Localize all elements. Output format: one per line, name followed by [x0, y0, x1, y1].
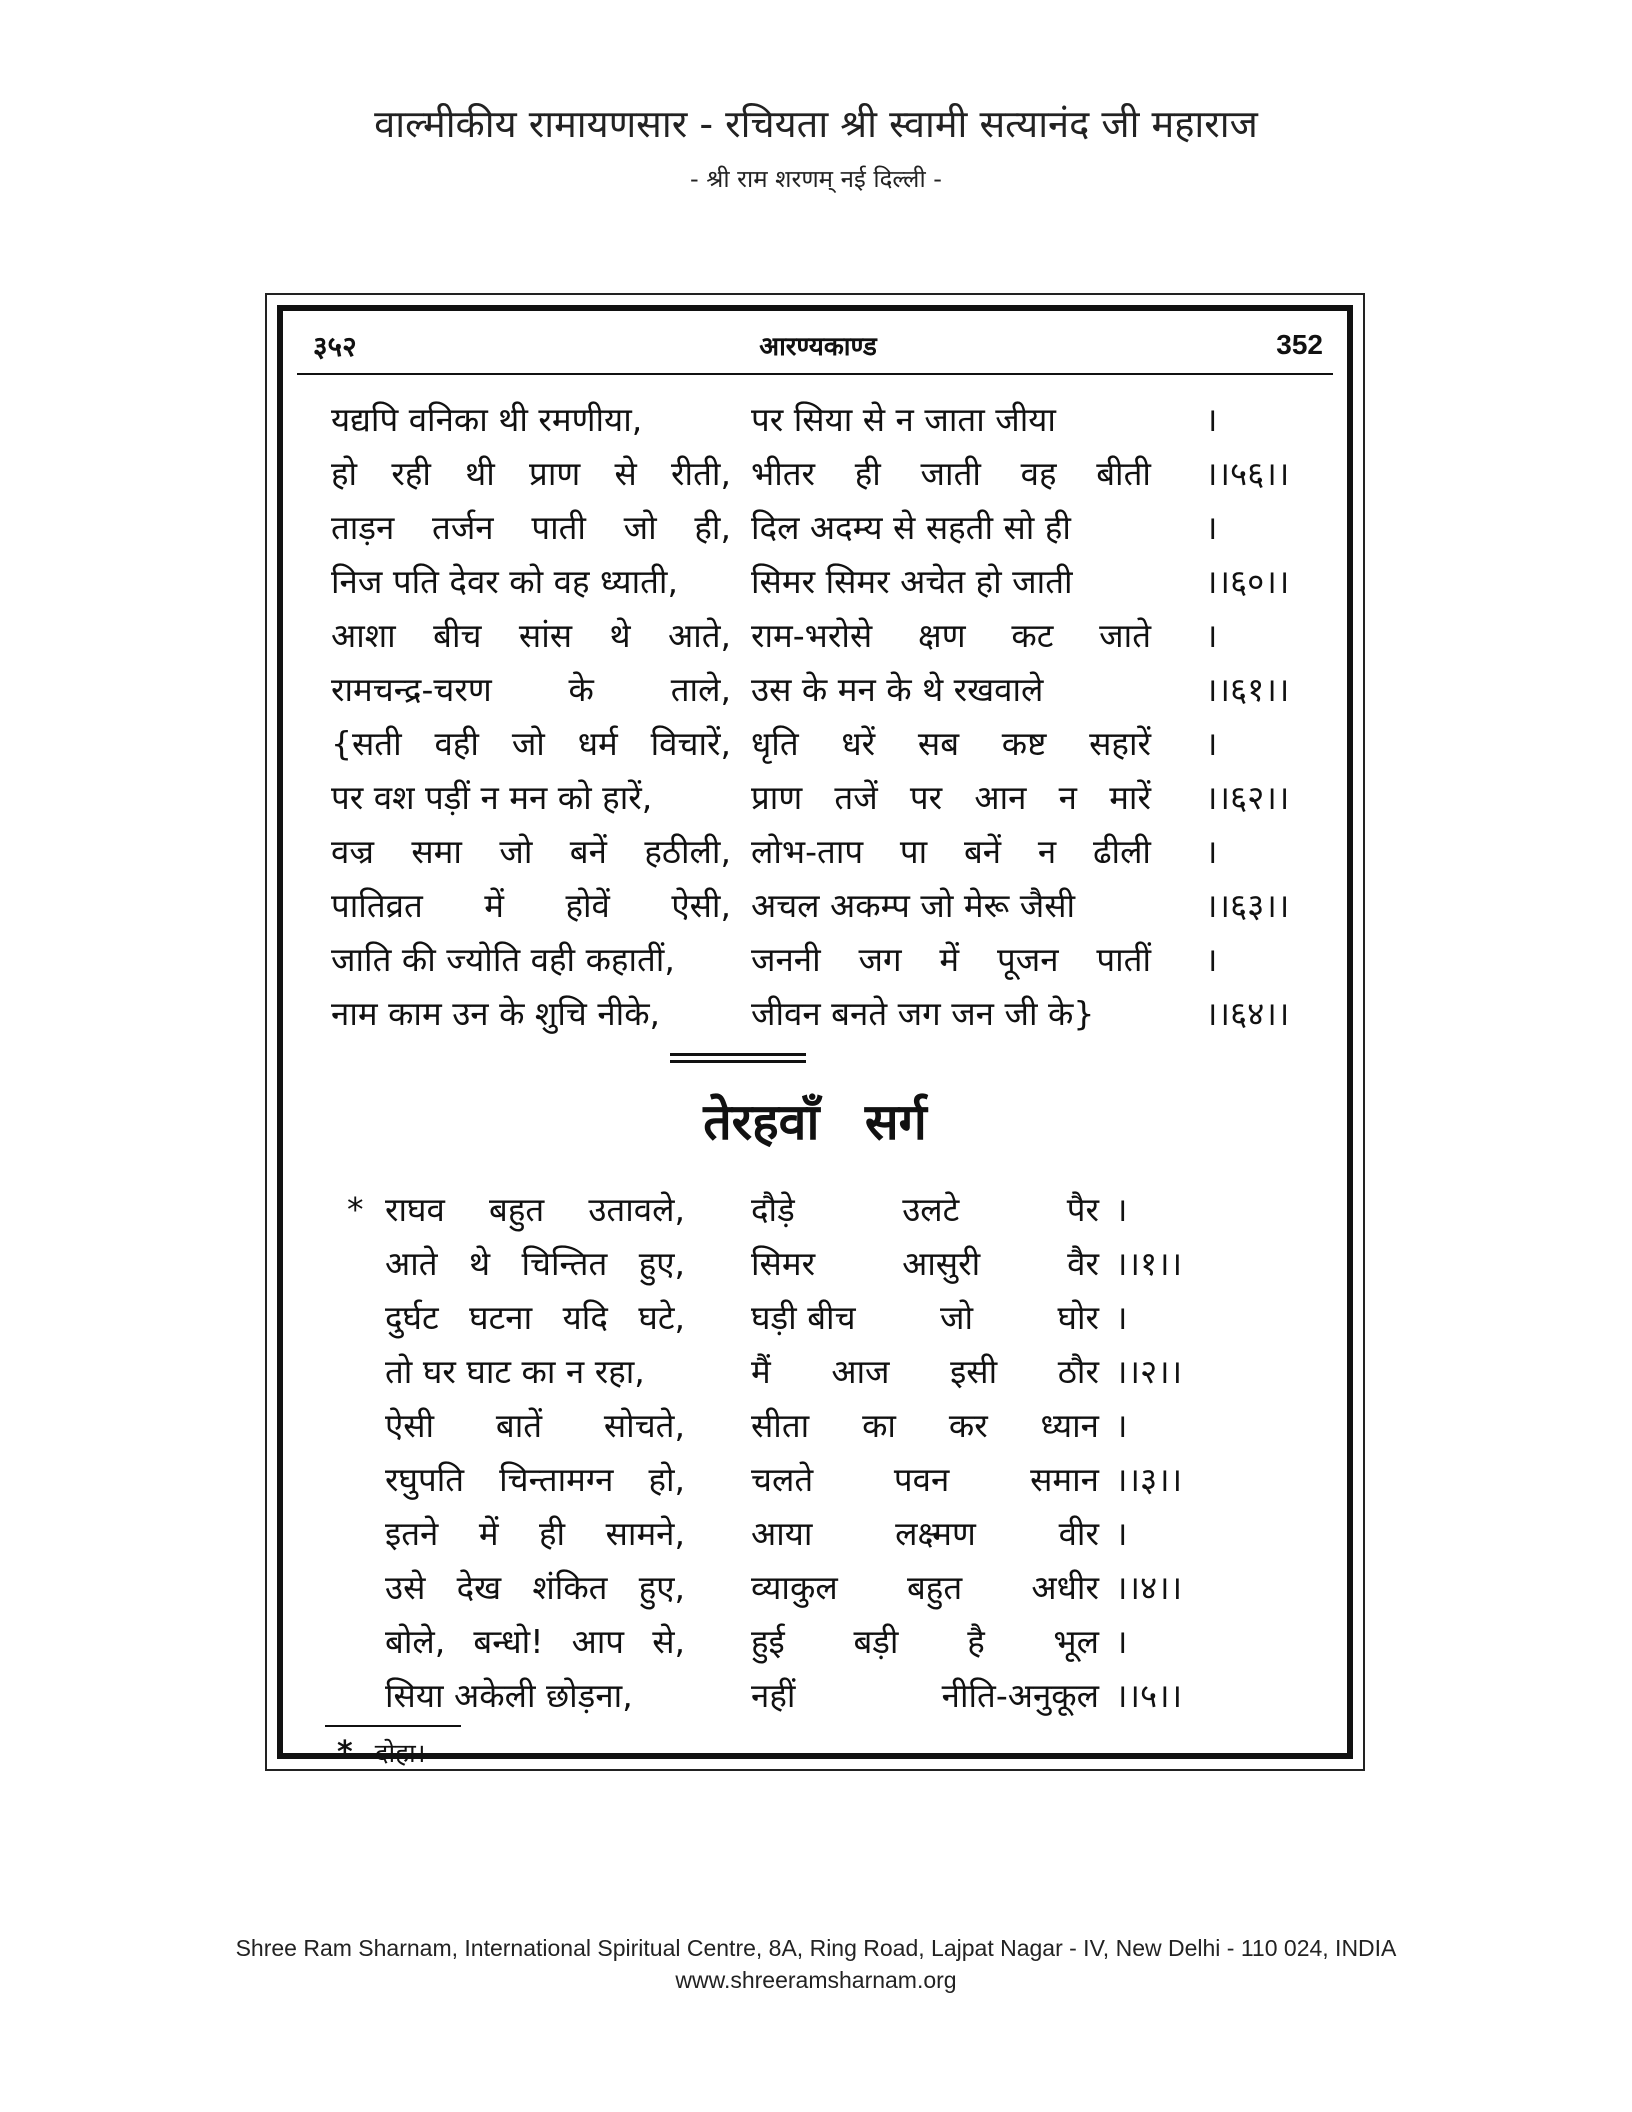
verse-word: प्राण — [529, 454, 581, 493]
verse-word: रघुपति — [385, 1460, 465, 1499]
verse-word: यदि — [562, 1298, 608, 1337]
doha-line — [283, 1507, 1347, 1561]
verse-word: हो — [331, 454, 358, 493]
verse-word: पर वश पड़ीं न मन को हारें, — [331, 778, 653, 817]
verse-word: पर सिया से न जाता जीया — [751, 400, 1056, 439]
verse-word: कट — [1011, 616, 1054, 655]
verse-marker: ।।६०।। — [1205, 562, 1290, 601]
verse-first-half — [385, 1669, 685, 1723]
footnote-star: * — [337, 1735, 353, 1770]
verse-word: ही, — [694, 508, 731, 547]
verse-word: जो — [499, 832, 533, 871]
page-number-devanagari: ३५२ — [313, 330, 357, 363]
verse-word: है — [967, 1622, 985, 1661]
verse-line — [283, 447, 1347, 501]
verse-first-half — [385, 1345, 685, 1399]
verse-word: ऐसी, — [671, 886, 731, 925]
verse-word: आसुरी — [902, 1244, 981, 1283]
verse-word: घटे, — [638, 1298, 685, 1337]
verse-word: ताले, — [670, 670, 731, 709]
verse-word: हुए, — [638, 1244, 685, 1283]
chapter-title: आरण्यकाण्ड — [759, 332, 877, 362]
verse-word: सिया अकेली छोड़ना, — [385, 1676, 633, 1715]
verse-word: हुई — [751, 1622, 785, 1661]
verse-second-half — [751, 1291, 1099, 1345]
verse-word: घोर — [1057, 1298, 1099, 1337]
verse-word: आप — [571, 1622, 625, 1661]
verse-word: आते, — [667, 616, 731, 655]
verse-word: वीर — [1058, 1514, 1099, 1553]
verse-word: आज — [831, 1352, 890, 1391]
verse-marker: ।।४।। — [1115, 1568, 1183, 1607]
verse-marker: । — [1115, 1298, 1128, 1337]
verse-word: न — [1058, 778, 1077, 817]
verse-word: वज्र — [331, 832, 374, 871]
verse-word: तर्जन — [432, 508, 494, 547]
verse-word: वह — [1020, 454, 1057, 493]
verse-word: हुए, — [638, 1568, 685, 1607]
verse-word: के — [568, 670, 594, 709]
verse-word: अधीर — [1031, 1568, 1099, 1607]
publisher-line: - श्री राम शरणम् नई दिल्ली - — [690, 165, 942, 193]
verse-word: व्याकुल — [751, 1568, 838, 1607]
verse-word: शंकित — [532, 1568, 608, 1607]
page-frame-inner — [277, 305, 1353, 1770]
footnote — [337, 1735, 426, 1772]
verse-second-half — [751, 1453, 1099, 1507]
verse-word: हठीली, — [644, 832, 731, 871]
verse-second-half — [751, 1669, 1099, 1723]
verse-marker: । — [1205, 616, 1218, 655]
verse-word: नीति-अनुकूल — [941, 1676, 1099, 1715]
verse-word: घटना — [469, 1298, 533, 1337]
verse-word: पवन — [893, 1460, 950, 1499]
verse-first-half — [331, 609, 731, 663]
verse-second-half — [751, 663, 1151, 717]
verse-word: मैं — [751, 1352, 771, 1391]
verse-word: क्षण — [918, 616, 966, 655]
verse-word: पातीं — [1096, 940, 1151, 979]
verse-second-half — [751, 1615, 1099, 1669]
verse-marker: । — [1205, 940, 1218, 979]
document-header — [0, 100, 1632, 196]
verse-word: कर — [948, 1406, 988, 1445]
verse-first-half — [385, 1507, 685, 1561]
verse-line — [283, 501, 1347, 555]
doha-line — [283, 1615, 1347, 1669]
verse-word: न — [1037, 832, 1057, 871]
verse-word: सांस — [518, 616, 573, 655]
verse-word: बीती — [1096, 454, 1151, 493]
verse-word: धर्म — [577, 724, 618, 763]
verse-word: ही — [854, 454, 881, 493]
verse-word: सिमर — [751, 1244, 816, 1283]
verse-word: पा — [899, 832, 928, 871]
verse-word: अचल अकम्प जो मेरू जैसी — [751, 886, 1076, 925]
verse-word: समा — [411, 832, 462, 871]
section-divider — [670, 1053, 806, 1063]
verse-word: सोचते, — [603, 1406, 685, 1445]
verse-line — [283, 393, 1347, 447]
verse-word: धरें — [841, 724, 876, 763]
verse-marker: । — [1115, 1622, 1128, 1661]
verse-second-half — [751, 771, 1151, 825]
verse-word: थी — [465, 454, 495, 493]
verse-first-half — [331, 717, 731, 771]
verse-word: चिन्तित — [521, 1244, 608, 1283]
footnote-text: दोहा। — [374, 1739, 426, 1769]
verse-line — [283, 933, 1347, 987]
verse-word: भीतर — [751, 454, 816, 493]
verse-second-half — [751, 1345, 1099, 1399]
verse-word: में — [484, 886, 505, 925]
verse-word: में — [478, 1514, 499, 1553]
page-number-latin: 352 — [1276, 329, 1323, 360]
verse-word: उतावले, — [588, 1190, 685, 1229]
verse-first-half — [331, 555, 731, 609]
verse-marker: । — [1115, 1514, 1128, 1553]
verse-line — [283, 717, 1347, 771]
verse-second-half — [751, 717, 1151, 771]
verse-marker: । — [1115, 1190, 1128, 1229]
verse-word: ढीली — [1092, 832, 1151, 871]
verse-marker: ।।६४।। — [1205, 994, 1290, 1033]
verse-word: पैर — [1066, 1190, 1099, 1229]
verse-first-half — [385, 1291, 685, 1345]
verse-word: उसे — [385, 1568, 426, 1607]
verse-word: तजें — [834, 778, 878, 817]
verse-first-half — [331, 879, 731, 933]
verse-second-half — [751, 879, 1151, 933]
verse-word: लक्ष्मण — [895, 1514, 976, 1553]
verse-marker: । — [1205, 508, 1218, 547]
verse-word: घड़ी बीच — [751, 1298, 856, 1337]
doha-line — [283, 1669, 1347, 1723]
verse-first-half — [331, 933, 731, 987]
verse-marker: ।।६३।। — [1205, 886, 1290, 925]
verse-second-half — [751, 447, 1151, 501]
verse-first-half — [331, 447, 731, 501]
verse-word: जननी — [751, 940, 821, 979]
verse-word: रामचन्द्र-चरण — [331, 670, 492, 709]
verse-marker: ।।५६।। — [1205, 454, 1290, 493]
verse-marker: ।।१।। — [1115, 1244, 1183, 1283]
doha-star-marker: * — [347, 1190, 364, 1229]
heading-rule — [297, 373, 1333, 375]
verse-marker: ।।६२।। — [1205, 778, 1290, 817]
verse-word: बहुत — [906, 1568, 963, 1607]
verse-first-half — [331, 825, 731, 879]
verse-word: पातिव्रत — [331, 886, 423, 925]
verse-word: से, — [652, 1622, 685, 1661]
verse-second-half — [751, 501, 1151, 555]
verse-word: से — [614, 454, 637, 493]
verse-line — [283, 987, 1347, 1041]
verse-word: जो — [939, 1298, 974, 1337]
verse-word: चलते — [751, 1460, 814, 1499]
verse-word: प्राण — [751, 778, 803, 817]
verse-first-half — [331, 663, 731, 717]
verse-word: राघव — [385, 1190, 445, 1229]
verse-word: कष्ट — [1001, 724, 1047, 763]
verse-word: बनें — [963, 832, 1002, 871]
verse-word: इतने — [385, 1514, 439, 1553]
verse-word: ठौर — [1057, 1352, 1099, 1391]
verse-word: ऐसी — [385, 1406, 435, 1445]
verse-word: आन — [974, 778, 1027, 817]
verse-word: यद्यपि वनिका थी रमणीया, — [331, 400, 643, 439]
verse-word: होवें — [565, 886, 610, 925]
verse-word: जाति की ज्योति वही कहातीं, — [331, 940, 675, 979]
verse-first-half — [331, 393, 731, 447]
verse-word: जाती — [920, 454, 981, 493]
verse-word: दुर्घट — [385, 1298, 439, 1337]
verse-marker: ।।३।। — [1115, 1460, 1183, 1499]
verse-word: आया — [751, 1514, 813, 1553]
verse-second-half — [751, 987, 1151, 1041]
verse-word: में — [939, 940, 960, 979]
verse-second-half — [751, 825, 1151, 879]
verse-marker: ।।६१।। — [1205, 670, 1290, 709]
verse-word: सिमर सिमर अचेत हो जाती — [751, 562, 1073, 601]
verse-word: वैर — [1067, 1244, 1099, 1283]
verse-word: बातें — [495, 1406, 543, 1445]
verse-word: हो, — [648, 1460, 685, 1499]
footer-website: www.shreeramsharnam.org — [675, 1967, 957, 1993]
book-title: वाल्मीकीय रामायणसार - रचियता श्री स्वामी सत्यानंद जी महाराज — [374, 102, 1258, 146]
verse-word: बड़ी — [853, 1622, 899, 1661]
verse-second-half — [751, 1561, 1099, 1615]
verse-word: ताड़न — [331, 508, 395, 547]
verse-word: जो — [511, 724, 545, 763]
verse-first-half — [385, 1183, 685, 1237]
verse-word: लोभ-ताप — [751, 832, 864, 871]
verse-second-half — [751, 1399, 1099, 1453]
verse-word: रीती, — [671, 454, 731, 493]
verse-word: जीवन बनते जग जन जी के} — [751, 994, 1095, 1033]
verse-word: भूल — [1053, 1622, 1099, 1661]
verse-word: बीच — [433, 616, 482, 655]
verse-word: नाम काम उन के शुचि नीके, — [331, 994, 661, 1033]
verse-word: देख — [456, 1568, 502, 1607]
footer-address: Shree Ram Sharnam, International Spiritual Centre, 8A, Ring Road, Lajpat Nagar - IV, New Delhi - 110 024, INDIA — [235, 1935, 1397, 1961]
verse-word: सब — [917, 724, 960, 763]
verse-word: पूजन — [996, 940, 1059, 979]
verse-word: उस के मन के थे रखवाले — [751, 670, 1044, 709]
verse-word: ही — [539, 1514, 566, 1553]
chaupai-verses — [283, 393, 1347, 1041]
verse-line — [283, 771, 1347, 825]
verse-word: का — [862, 1406, 896, 1445]
verse-second-half — [751, 609, 1151, 663]
verse-word: बहुत — [489, 1190, 545, 1229]
verse-word: {सती — [331, 724, 402, 763]
doha-line — [283, 1345, 1347, 1399]
verse-word: मारें — [1109, 778, 1151, 817]
verse-word: बनें — [569, 832, 607, 871]
verse-word: समान — [1030, 1460, 1099, 1499]
verse-marker: । — [1115, 1406, 1128, 1445]
verse-word: रही — [391, 454, 431, 493]
verse-line — [283, 879, 1347, 933]
verse-word: राम-भरोसे — [751, 616, 873, 655]
verse-word: पाती — [531, 508, 586, 547]
verse-second-half — [751, 1237, 1099, 1291]
verse-second-half — [751, 393, 1151, 447]
doha-line — [283, 1399, 1347, 1453]
verse-second-half — [751, 933, 1151, 987]
document-footer — [0, 1932, 1632, 1996]
verse-word: वही — [434, 724, 479, 763]
verse-word: चिन्तामग्न — [499, 1460, 614, 1499]
verse-line — [283, 825, 1347, 879]
verse-word: आशा — [331, 616, 396, 655]
verse-marker: । — [1205, 724, 1218, 763]
verse-word: दिल अदम्य से सहती सो ही — [751, 508, 1071, 547]
verse-word: सामने, — [605, 1514, 685, 1553]
page-heading — [313, 327, 1323, 371]
verse-word: थे — [609, 616, 631, 655]
verse-marker: ।।५।। — [1115, 1676, 1183, 1715]
verse-first-half — [331, 771, 731, 825]
doha-verses — [283, 1183, 1347, 1723]
verse-first-half — [331, 501, 731, 555]
verse-second-half — [751, 1507, 1099, 1561]
verse-word: इसी — [950, 1352, 998, 1391]
verse-word: सीता — [751, 1406, 810, 1445]
verse-word: दौड़े — [751, 1190, 795, 1229]
verse-word: थे — [468, 1244, 491, 1283]
verse-word: उलटे — [902, 1190, 960, 1229]
footnote-rule — [325, 1725, 461, 1727]
sarg-title: तेरहवाँ सर्ग — [703, 1093, 927, 1151]
page-frame — [265, 293, 1365, 1771]
verse-first-half — [331, 987, 731, 1041]
doha-line — [283, 1291, 1347, 1345]
doha-line — [283, 1453, 1347, 1507]
verse-word: जग — [858, 940, 902, 979]
verse-line — [283, 609, 1347, 663]
doha-line — [283, 1237, 1347, 1291]
verse-second-half — [751, 1183, 1099, 1237]
verse-word: जाते — [1099, 616, 1151, 655]
verse-word: ध्यान — [1040, 1406, 1099, 1445]
verse-line — [283, 663, 1347, 717]
verse-first-half — [385, 1237, 685, 1291]
verse-first-half — [385, 1615, 685, 1669]
verse-first-half — [385, 1399, 685, 1453]
verse-word: बोले, — [385, 1622, 446, 1661]
verse-word: धृति — [751, 724, 799, 763]
verse-line — [283, 555, 1347, 609]
verse-word: नहीं — [751, 1676, 796, 1715]
verse-second-half — [751, 555, 1151, 609]
verse-word: आते — [385, 1244, 438, 1283]
verse-word: निज पति देवर को वह ध्याती, — [331, 562, 678, 601]
verse-word: विचारें, — [650, 724, 731, 763]
verse-marker: ।।२।। — [1115, 1352, 1183, 1391]
verse-word: तो घर घाट का न रहा, — [385, 1352, 645, 1391]
verse-marker: । — [1205, 400, 1218, 439]
verse-word: सहारें — [1089, 724, 1151, 763]
verse-word: जो — [623, 508, 657, 547]
verse-first-half — [385, 1453, 685, 1507]
doha-line — [283, 1561, 1347, 1615]
verse-marker: । — [1205, 832, 1218, 871]
verse-first-half — [385, 1561, 685, 1615]
doha-line — [283, 1183, 1347, 1237]
verse-word: पर — [909, 778, 943, 817]
verse-word: बन्धो! — [473, 1622, 544, 1661]
